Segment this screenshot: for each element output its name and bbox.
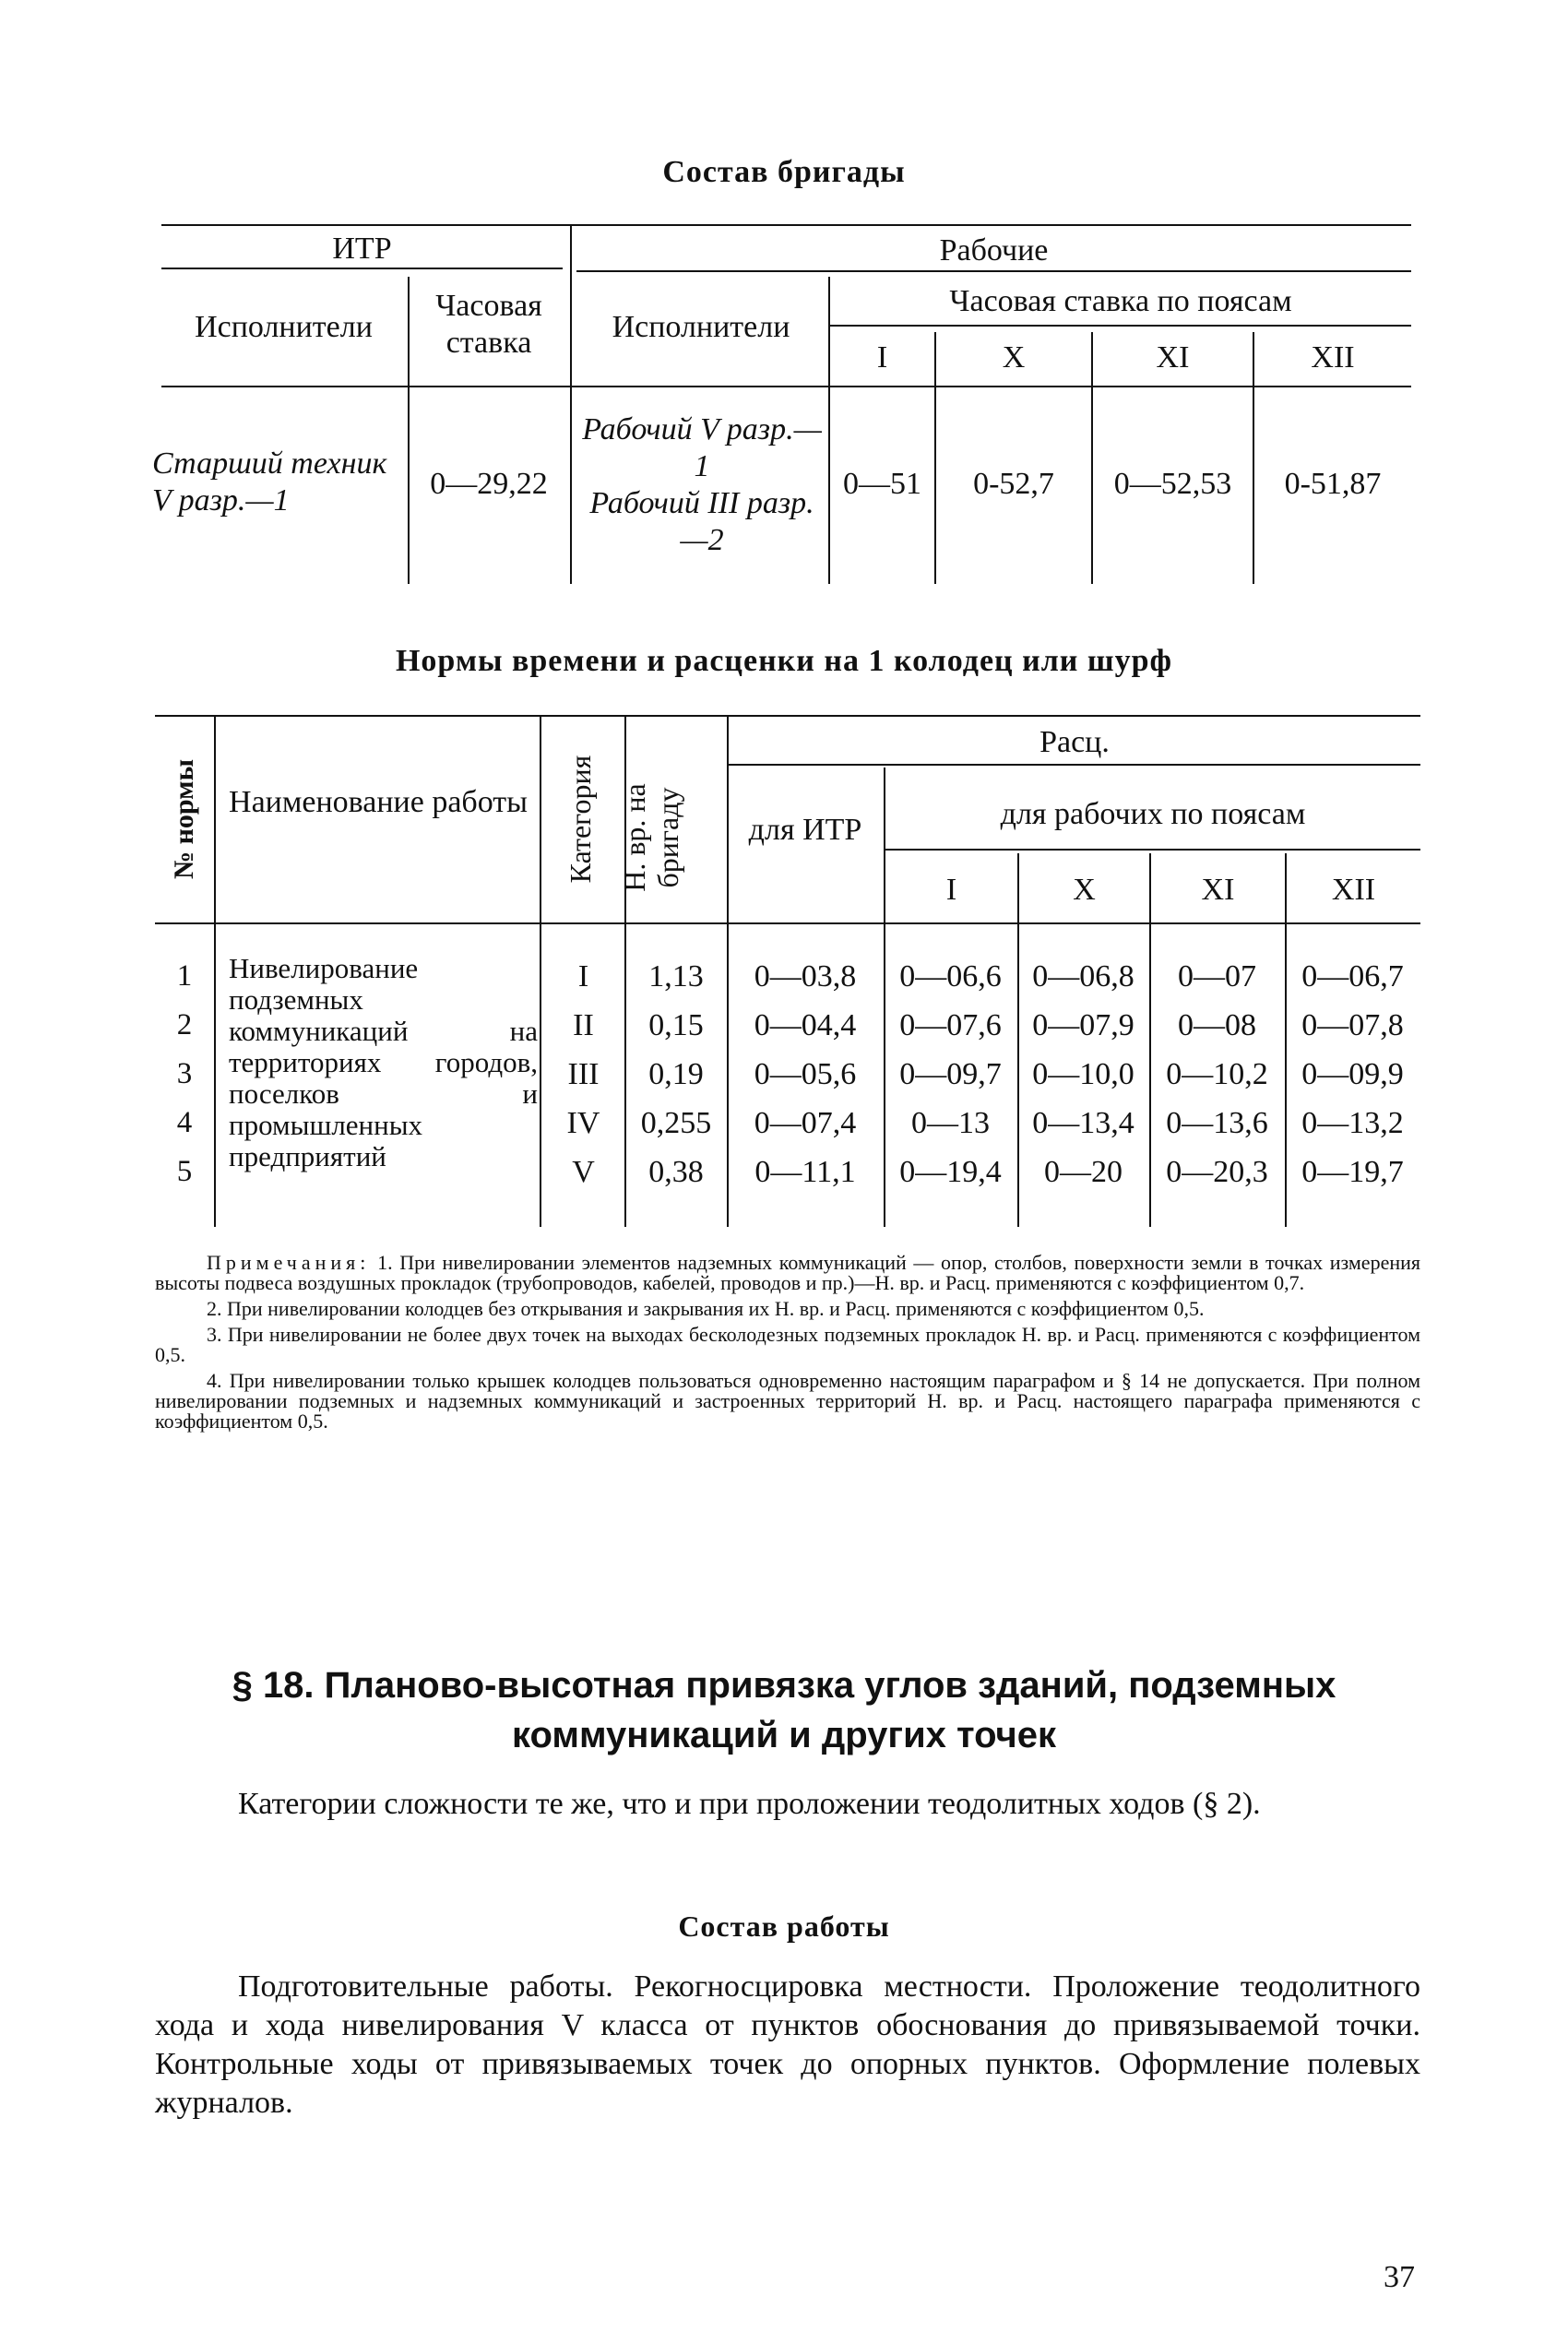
section-heading (166, 1660, 1402, 1760)
table-rule (576, 270, 1411, 272)
section-intro (155, 1785, 1420, 1824)
table-rule (540, 715, 541, 1227)
header-rate-by-zone: Часовая ставка по поясам (949, 284, 1292, 318)
header-itr: ИТР (332, 232, 392, 266)
rate-itr: 0—03,8 (754, 959, 857, 993)
zone-x: X (1073, 873, 1096, 907)
rate-itr: 0—11,1 (754, 1155, 856, 1189)
worker-executor-2: Рабочий III разр.—2 (589, 486, 814, 557)
rate-zone-x: 0—07,9 (1032, 1008, 1134, 1042)
worker-rate-xi: 0—52,53 (1113, 467, 1232, 501)
time-norm: 0,15 (648, 1008, 704, 1042)
category: I (577, 959, 589, 993)
category: V (572, 1155, 595, 1189)
note-1 (155, 1253, 1420, 1293)
rate-zone-xi: 0—13,6 (1166, 1106, 1268, 1140)
zone-xii: XII (1331, 873, 1376, 907)
note-3: 3. При нивелировании не более двух точек на выходах бесколодезных подземных прокладок Н. вр. и Расц. применяются с коэффициентом 0,5. (155, 1323, 1420, 1366)
rate-zone-i: 0—13 (911, 1106, 990, 1140)
note-2: 2. При нивелировании колодцев без открывания и закрывания их Н. вр. и Расц. применяются с коэффициентом 0,5. (207, 1297, 1205, 1320)
rate-zone-x: 0—10,0 (1032, 1057, 1134, 1091)
itr-executor: Старший техник V разр.—1 (152, 446, 387, 518)
note-4: 4. При нивелировании только крышек колодцев пользоваться одновременно настоящим параграфом и § 14 не допускается. При полном нивелировании подземных и надземных коммуникаций и застроенных территорий Н. вр. и Расц. настоящего параграфа применяются с коэффициентом 0,5. (155, 1369, 1420, 1433)
category: III (567, 1057, 600, 1091)
work-composition-text (155, 1968, 1420, 2123)
rate-zone-i: 0—06,6 (899, 959, 1002, 993)
rate-zone-i: 0—07,6 (899, 1008, 1002, 1042)
worker-rate-i: 0—51 (843, 467, 921, 501)
table-rule (570, 224, 572, 584)
rate-zone-xii: 0—07,8 (1301, 1008, 1404, 1042)
header-workers-by-zone: для рабочих по поясам (1000, 797, 1306, 831)
table-rule (885, 849, 1420, 851)
header-work-name: Наименование работы (229, 785, 528, 819)
rate-itr: 0—04,4 (754, 1008, 857, 1042)
table-rule (828, 277, 830, 584)
zone-xi: XI (1156, 340, 1190, 375)
page-number: 37 (1384, 2260, 1415, 2294)
work-composition-body: Подготовительные работы. Рекогносцировка местности. Проложение теодолитного хода и хода нивелирования V класса от пунктов обоснования до привязываемой точки. Контрольные ходы от привязываемых точек до опорных пунктов. Оформление полевых журналов. (155, 1969, 1420, 2120)
header-hourly-rate: Часовая ставка (435, 289, 542, 360)
header-category: Категория (564, 755, 597, 884)
rate-zone-i: 0—19,4 (899, 1155, 1002, 1189)
rate-zone-xii: 0—13,2 (1301, 1106, 1404, 1140)
header-time-norm: Н. вр. на бригаду (618, 783, 684, 892)
norm-number: 2 (176, 1008, 193, 1041)
table-rule (214, 715, 216, 1227)
table-rule (729, 764, 1420, 766)
zone-i: I (876, 340, 888, 375)
rate-zone-xi: 0—07 (1178, 959, 1256, 993)
category: II (573, 1008, 594, 1042)
zone-xi: XI (1201, 873, 1235, 907)
header-norm-number: № нормы (169, 758, 199, 880)
header-workers: Рабочие (939, 233, 1049, 268)
rate-itr: 0—07,4 (754, 1106, 857, 1140)
rate-zone-xi: 0—08 (1178, 1008, 1256, 1042)
time-norm: 0,255 (640, 1106, 712, 1140)
time-norm: 1,13 (648, 959, 704, 993)
table-rule (155, 922, 1420, 924)
time-norm: 0,19 (648, 1057, 704, 1091)
rate-zone-xii: 0—09,9 (1301, 1057, 1404, 1091)
rate-zone-xi: 0—10,2 (1166, 1057, 1268, 1091)
table-rule (408, 277, 410, 584)
norm-number: 5 (176, 1155, 193, 1188)
table-rule (155, 715, 1420, 717)
header-executors-workers: Исполнители (612, 310, 790, 344)
table-rule (161, 268, 563, 269)
worker-rate-xii: 0-51,87 (1284, 467, 1382, 501)
brigade-title: Состав бригады (662, 155, 906, 189)
section-intro-text: Категории сложности те же, что и при проложении теодолитных ходов (§ 2). (238, 1787, 1261, 1821)
itr-rate: 0—29,22 (430, 467, 548, 501)
note-1-text: 1. При нивелировании элементов надземных коммуникаций — опор, столбов, поверхности земли в точках измерения высоты подвеса воздушных прокладок (трубопроводов, кабелей, проводов и пр.)—Н. вр. и Расц. применяются с коэффициентом 0,7. (155, 1251, 1421, 1294)
rate-zone-x: 0—06,8 (1032, 959, 1134, 993)
header-for-itr: для ИТР (748, 813, 862, 847)
zone-i: I (945, 873, 957, 907)
notes-label: Примечания: (207, 1251, 371, 1274)
work-composition-title: Состав работы (678, 1910, 890, 1943)
zone-x: X (1002, 340, 1026, 375)
norms-title: Нормы времени и расценки на 1 колодец или шурф (395, 644, 1173, 678)
worker-rate-x: 0-52,7 (973, 467, 1054, 501)
table-rule (830, 325, 1411, 327)
work-name-cell: Нивелирование подземных коммуникаций на территориях городов, поселков и промышленных предприятий (229, 952, 538, 1172)
zone-xii: XII (1311, 340, 1355, 375)
worker-executor-1: Рабочий V разр.—1 (582, 412, 822, 483)
rate-zone-x: 0—13,4 (1032, 1106, 1134, 1140)
rate-zone-xii: 0—06,7 (1301, 959, 1404, 993)
rate-zone-i: 0—09,7 (899, 1057, 1002, 1091)
notes (155, 1253, 1420, 1437)
section-heading-line-2: коммуникаций и других точек (511, 1715, 1057, 1755)
norm-number: 4 (176, 1106, 193, 1139)
rate-zone-xi: 0—20,3 (1166, 1155, 1268, 1189)
table-rule (161, 386, 1411, 387)
category: IV (566, 1106, 600, 1140)
table-rule (161, 224, 1411, 226)
section-heading-line-1: § 18. Планово-высотная привязка углов зданий, подземных (232, 1665, 1336, 1706)
rate-itr: 0—05,6 (754, 1057, 857, 1091)
rate-zone-xii: 0—19,7 (1301, 1155, 1404, 1189)
rate-zone-x: 0—20 (1044, 1155, 1123, 1189)
norm-number: 1 (176, 959, 193, 993)
header-executors: Исполнители (195, 310, 373, 344)
time-norm: 0,38 (648, 1155, 704, 1189)
norm-number: 3 (176, 1057, 193, 1090)
header-rasc: Расц. (1039, 725, 1110, 759)
